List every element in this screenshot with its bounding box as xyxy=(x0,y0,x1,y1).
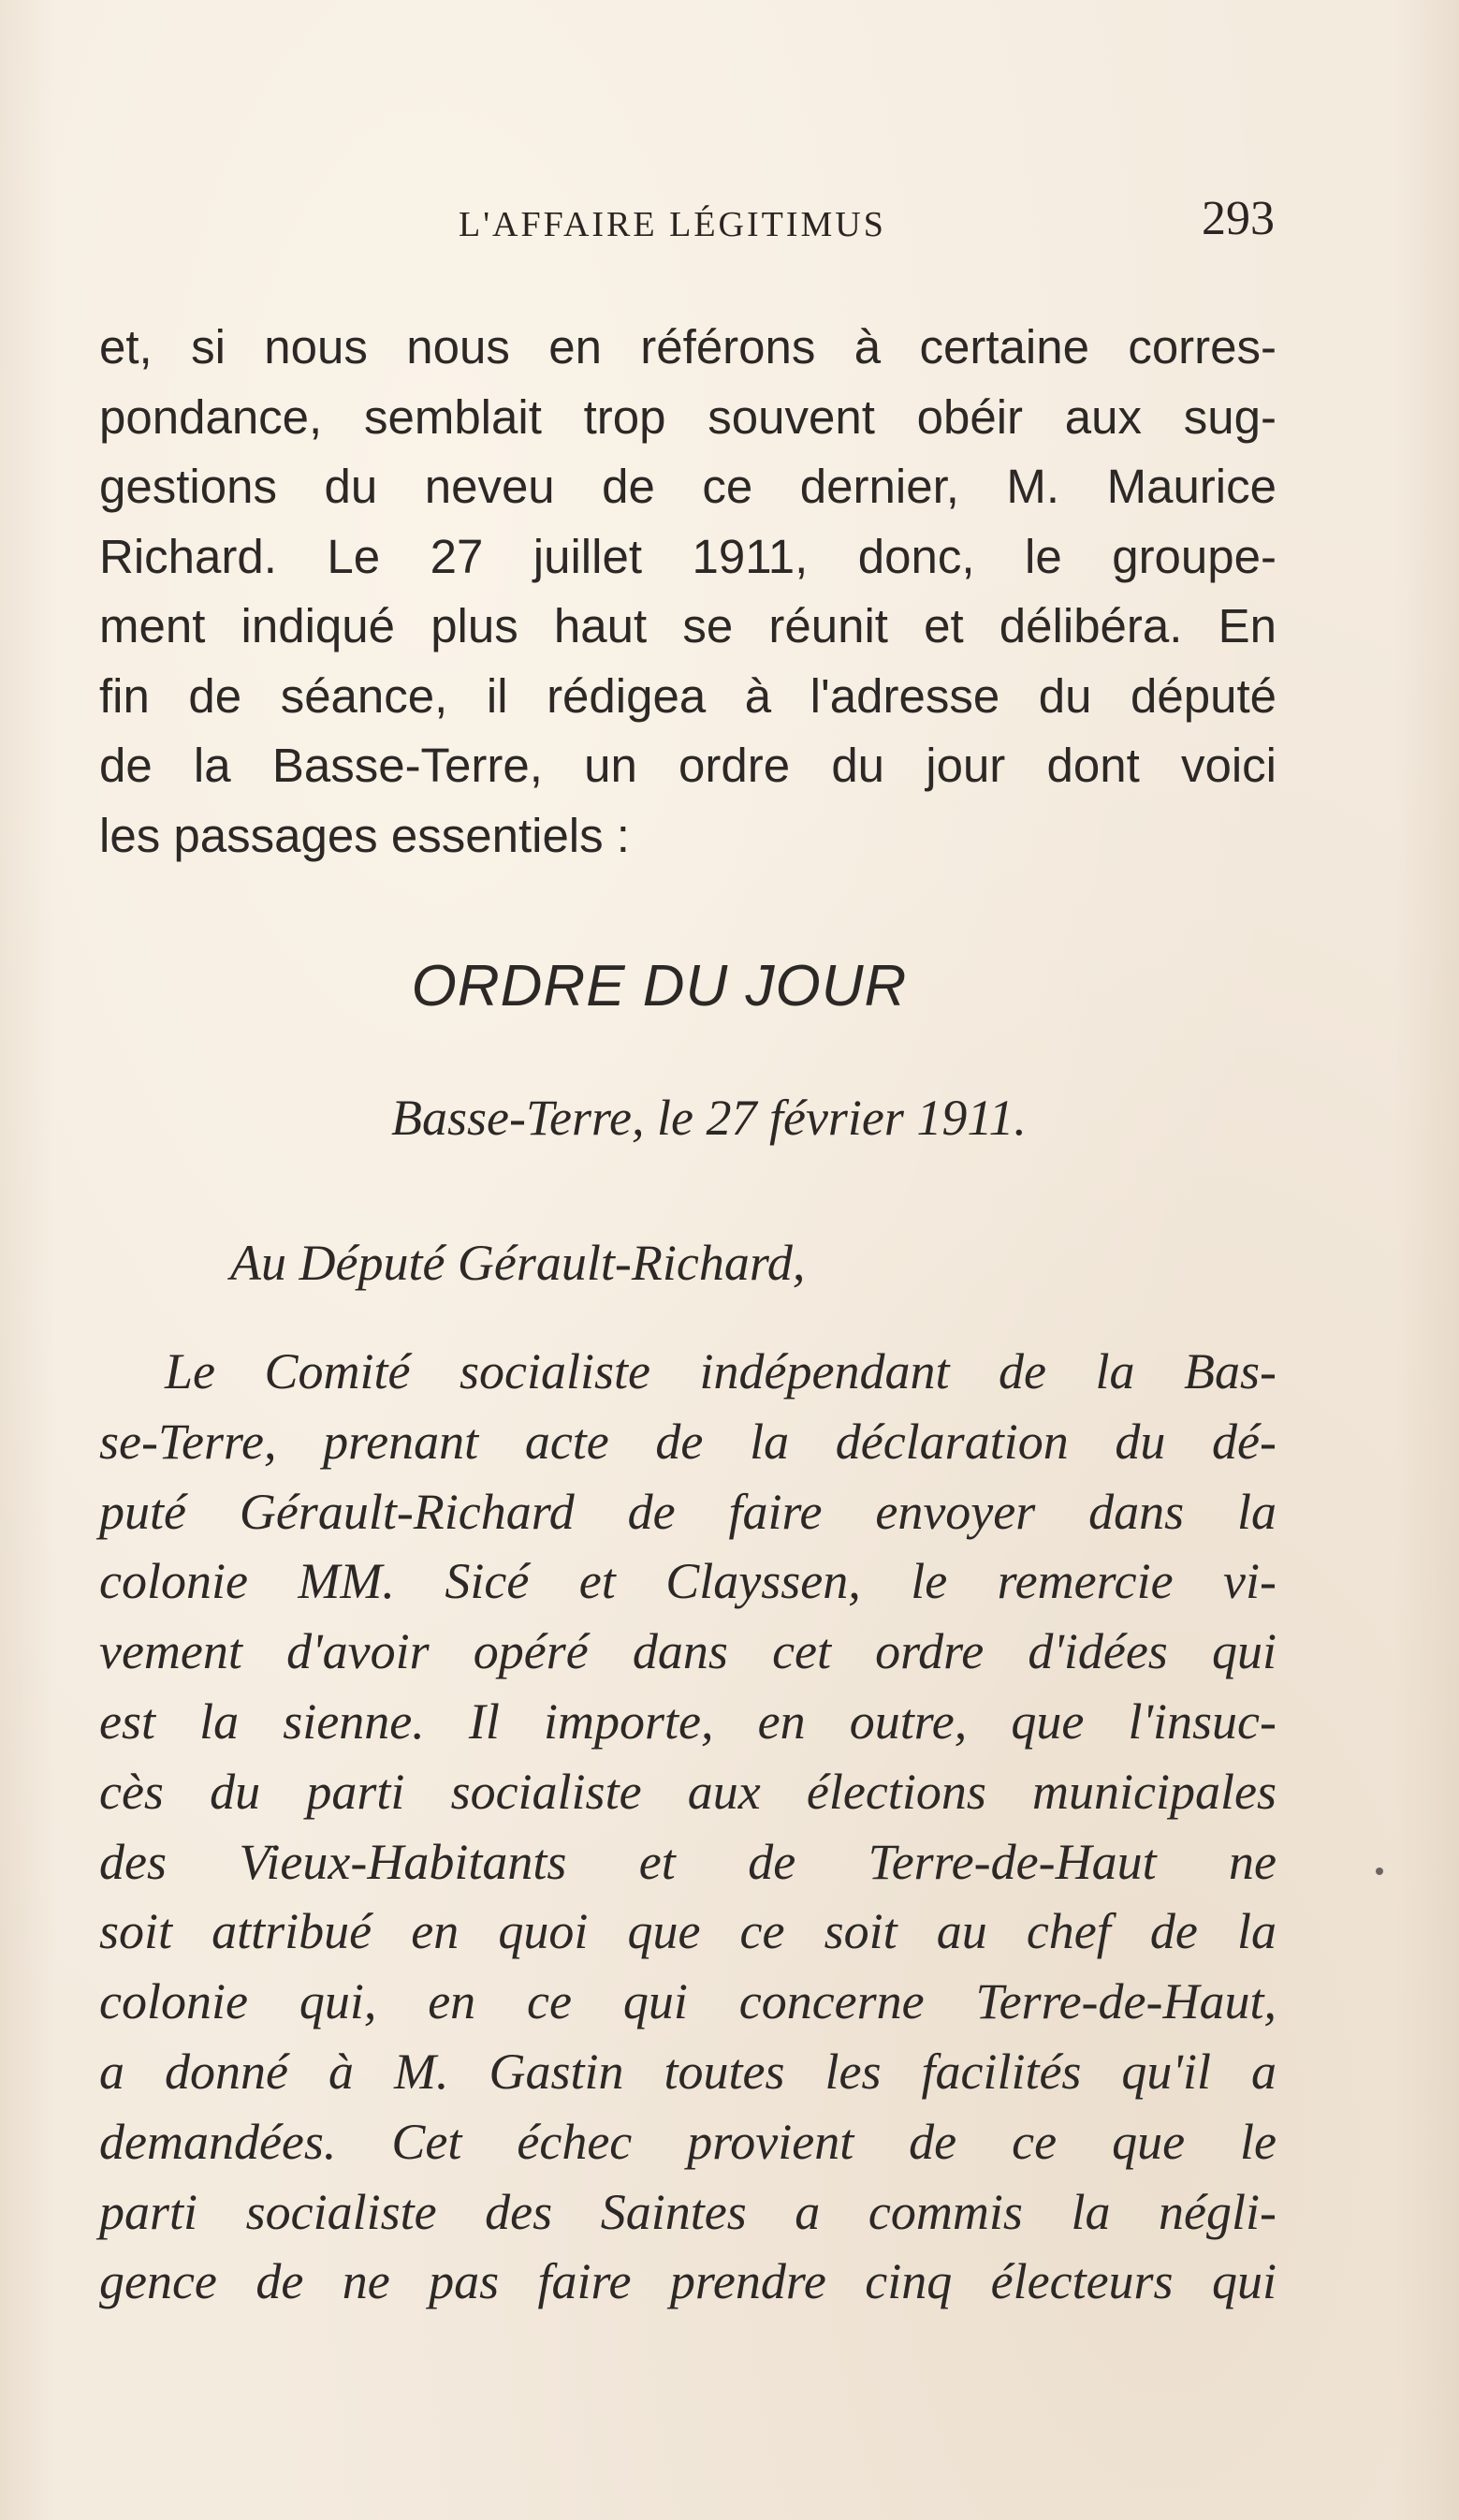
dateline: Basse-Terre, le 27 février 1911. xyxy=(391,1090,1027,1146)
text-line: les passages essentiels : xyxy=(99,808,630,862)
text-line: cès du parti socialiste aux élections municipales xyxy=(99,1763,1277,1820)
text-line: se-Terre, prenant acte de la déclaration du dé- xyxy=(99,1413,1277,1470)
section-heading: ORDRE DU JOUR xyxy=(411,954,908,1018)
text-line: de la Basse-Terre, un ordre du jour dont voici xyxy=(99,739,1277,792)
text-line: pondance, semblait trop souvent obéir aux sug- xyxy=(99,389,1277,444)
page-number: 293 xyxy=(1202,192,1275,245)
text-line: soit attribué en quoi que ce soit au chef de la xyxy=(99,1903,1277,1960)
salutation: Au Député Gérault-Richard, xyxy=(230,1235,806,1291)
text-line: et, si nous nous en référons à certaine corres- xyxy=(99,320,1277,374)
text-line: vement d'avoir opéré dans cet ordre d'idées qui xyxy=(99,1623,1277,1680)
text-line: des Vieux-Habitants et de Terre-de-Haut ne xyxy=(99,1833,1277,1890)
text-line: gence de ne pas faire prendre cinq électeurs qui xyxy=(99,2253,1277,2310)
text-line: a donné à M. Gastin toutes les facilités qu'il a xyxy=(99,2043,1277,2100)
ink-speck xyxy=(1376,1868,1383,1875)
running-head xyxy=(0,187,1459,253)
text-line: parti socialiste des Saintes a commis la négli- xyxy=(99,2183,1277,2240)
text-line: est la sienne. Il importe, en outre, que l'insuc- xyxy=(99,1692,1277,1750)
text-line: Richard. Le 27 juillet 1911, donc, le groupe- xyxy=(99,529,1277,583)
text-line: colonie MM. Sicé et Clayssen, le remercie vi- xyxy=(99,1553,1277,1610)
text-line: Le Comité socialiste indépendant de la Bas- xyxy=(165,1343,1277,1399)
text-line: puté Gérault-Richard de faire envoyer dans la xyxy=(99,1483,1277,1540)
text-line: fin de séance, il rédigea à l'adresse du député xyxy=(99,668,1277,723)
running-title: L'AFFAIRE LÉGITIMUS xyxy=(459,205,886,244)
text-line: colonie qui, en ce qui concerne Terre-de-Haut, xyxy=(99,1973,1277,2030)
text-line: demandées. Cet échec provient de ce que le xyxy=(99,2113,1277,2170)
letter-paragraph xyxy=(99,1337,1277,2317)
text-line: gestions du neveu de ce dernier, M. Maurice xyxy=(99,460,1277,513)
intro-paragraph xyxy=(99,313,1277,871)
text-line: ment indiqué plus haut se réunit et délibéra. En xyxy=(99,599,1277,652)
